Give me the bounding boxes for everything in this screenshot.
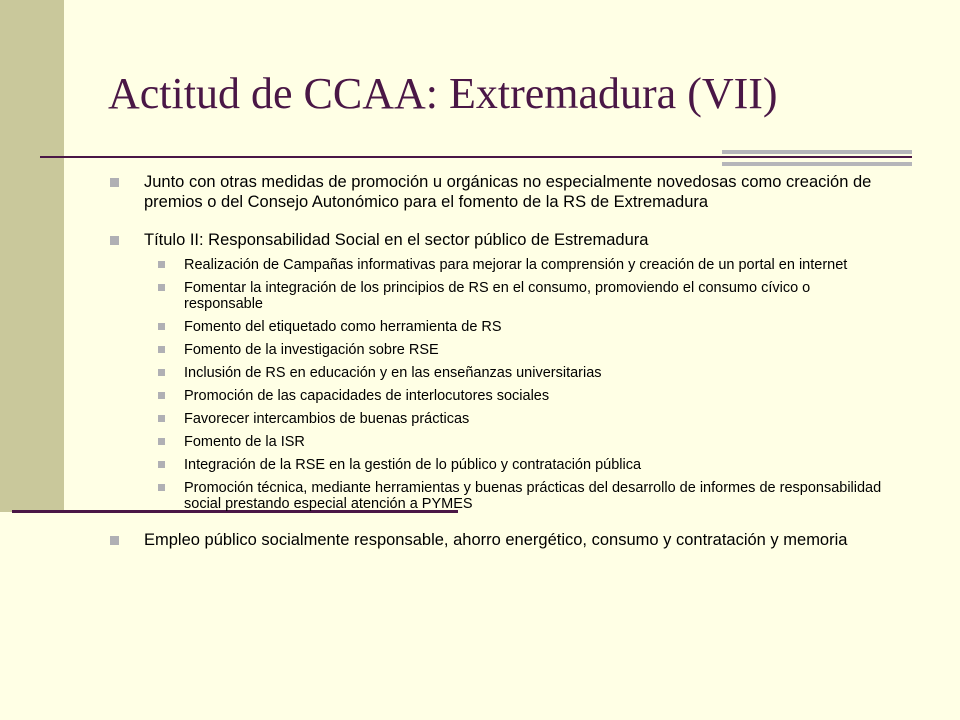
sub-bullet-text: Promoción de las capacidades de interlocutores sociales <box>184 388 550 404</box>
square-bullet-icon <box>158 261 165 268</box>
title-underline <box>40 156 912 158</box>
sub-bullet-text: Realización de Campañas informativas para mejorar la comprensión y creación de un portal en internet <box>184 257 848 273</box>
title-accent-bar-top <box>722 150 912 154</box>
square-bullet-icon <box>158 415 165 422</box>
square-bullet-icon <box>158 392 165 399</box>
bullet-item <box>108 172 918 212</box>
sub-bullet-item <box>158 457 884 473</box>
sub-bullet-text: Fomento de la investigación sobre RSE <box>184 342 439 358</box>
title-accent-bar-bottom <box>722 162 912 166</box>
sub-bullet-item <box>158 365 884 381</box>
sub-bullet-text: Integración de la RSE en la gestión de lo público y contratación pública <box>184 457 642 473</box>
sub-bullet-item <box>158 388 884 404</box>
square-bullet-icon <box>110 178 119 187</box>
square-bullet-icon <box>158 438 165 445</box>
left-decorative-band <box>0 0 64 512</box>
bullet-text: Junto con otras medidas de promoción u orgánicas no especialmente novedosas como creación de premios o del Consejo Autonómico para el fomento de la RS de Extremadura <box>144 173 872 211</box>
square-bullet-icon <box>110 236 119 245</box>
sub-bullet-item <box>158 411 884 427</box>
sub-bullet-text: Favorecer intercambios de buenas prácticas <box>184 411 470 427</box>
bullet-item <box>108 530 918 550</box>
slide-title: Actitud de CCAA: Extremadura (VII) <box>108 69 778 118</box>
square-bullet-icon <box>158 461 165 468</box>
spacer <box>108 519 918 530</box>
bullet-text: Título II: Responsabilidad Social en el sector público de Estremadura <box>144 231 649 249</box>
sub-bullet-item <box>158 342 884 358</box>
sub-bullet-item <box>158 319 884 335</box>
square-bullet-icon <box>158 369 165 376</box>
sub-bullet-item <box>158 480 884 512</box>
square-bullet-icon <box>158 284 165 291</box>
sub-bullet-item <box>158 280 884 312</box>
sub-bullet-text: Fomento del etiquetado como herramienta de RS <box>184 319 502 335</box>
square-bullet-icon <box>158 323 165 330</box>
sub-bullet-text: Promoción técnica, mediante herramientas y buenas prácticas del desarrollo de informes de responsabilidad social prestando especial atención a PYMES <box>184 480 882 512</box>
sub-bullet-item <box>158 257 884 273</box>
sub-bullet-list <box>108 257 918 512</box>
sub-bullet-item <box>158 434 884 450</box>
bullet-text: Empleo público socialmente responsable, ahorro energético, consumo y contratación y memoria <box>144 531 848 549</box>
square-bullet-icon <box>158 346 165 353</box>
square-bullet-icon <box>110 536 119 545</box>
sub-bullet-text: Fomentar la integración de los principios de RS en el consumo, promoviendo el consumo cívico o responsable <box>184 280 811 312</box>
sub-bullet-text: Inclusión de RS en educación y en las enseñanzas universitarias <box>184 365 602 381</box>
sub-bullet-text: Fomento de la ISR <box>184 434 305 450</box>
square-bullet-icon <box>158 484 165 491</box>
slide-body <box>108 172 918 550</box>
bullet-item <box>108 230 918 250</box>
